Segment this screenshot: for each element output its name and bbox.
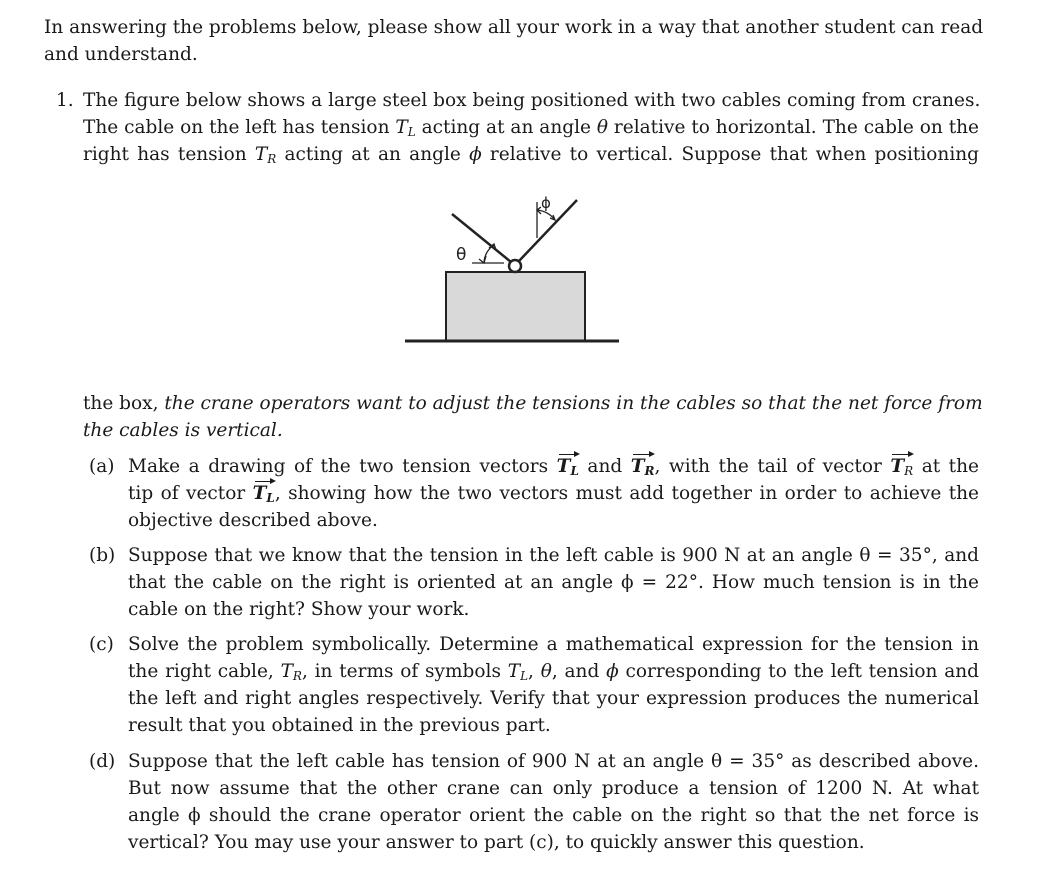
vector-TR: $T_R$ xyxy=(631,453,655,480)
part-a-line-3: objective described above. xyxy=(128,510,378,531)
part-d-line-4: vertical? You may use your answer to part (c), to quickly answer this question. xyxy=(128,832,865,853)
intro-line-1: In answering the problems below, please show all your work in a way that another student can read xyxy=(44,17,984,38)
part-a-line-1: Make a drawing of the two tension vectors $T_L$ and $T_R$, with the tail of vector $T_R$ at the xyxy=(128,453,979,480)
crane-box-figure xyxy=(400,190,625,350)
intro-line-2: and understand. xyxy=(44,44,198,65)
part-c-line-3: the left and right angles respectively. Verify that your expression produces the numerical xyxy=(128,688,979,709)
part-c-line-4: result that you obtained in the previous part. xyxy=(128,715,551,736)
part-b-line-2: that the cable on the right is oriented at an angle ϕ = 22°. How much tension is in the xyxy=(128,572,979,593)
problem-line-1: The figure below shows a large steel box being positioned with two cables coming from cranes. xyxy=(83,90,981,111)
part-d-line-2: But now assume that the other crane can only produce a tension of 1200 N. At what xyxy=(128,778,979,799)
vector-TL: $T_L$ xyxy=(253,480,275,507)
phi-label: ϕ xyxy=(541,194,551,212)
part-d-line-3: angle ϕ should the crane operator orient the cable on the right so that the net force is xyxy=(128,805,979,826)
hook-ring xyxy=(509,260,521,272)
part-b-line-1: Suppose that we know that the tension in the left cable is 900 N at an angle θ = 35°, and xyxy=(128,545,979,566)
part-c-label: (c) xyxy=(89,634,114,655)
part-b-label: (b) xyxy=(89,545,116,566)
part-d-line-1: Suppose that the left cable has tension of 900 N at an angle θ = 35° as described above. xyxy=(128,751,979,772)
vector-TL: $T_L$ xyxy=(557,453,579,480)
theta-label: θ xyxy=(456,245,467,265)
problem-line-2: The cable on the left has tension $T_L$ acting at an angle θ relative to horizontal. The cable on the xyxy=(83,117,979,139)
part-b-line-3: cable on the right? Show your work. xyxy=(128,599,470,620)
part-a-label: (a) xyxy=(89,456,115,477)
problem-line-4: the box, the crane operators want to adjust the tensions in the cables so that the net force from xyxy=(83,393,983,414)
part-c-line-1: Solve the problem symbolically. Determine a mathematical expression for the tension in xyxy=(128,634,979,655)
part-a-line-2: tip of vector $T_L$, showing how the two vectors must add together in order to achieve the xyxy=(128,480,979,507)
steel-box xyxy=(446,272,585,341)
problem-number: 1. xyxy=(56,90,74,111)
problem-line-3: right has tension $T_R$ acting at an angle ϕ relative to vertical. Suppose that when positioning xyxy=(83,144,979,166)
vector-TR: $T_R$ xyxy=(890,453,913,480)
part-d-label: (d) xyxy=(89,751,116,772)
problem-line-5: the cables is vertical. xyxy=(83,420,283,441)
part-c-line-2: the right cable, $T_R$, in terms of symbols $T_L$, θ, and ϕ corresponding to the left tension and xyxy=(128,661,979,683)
